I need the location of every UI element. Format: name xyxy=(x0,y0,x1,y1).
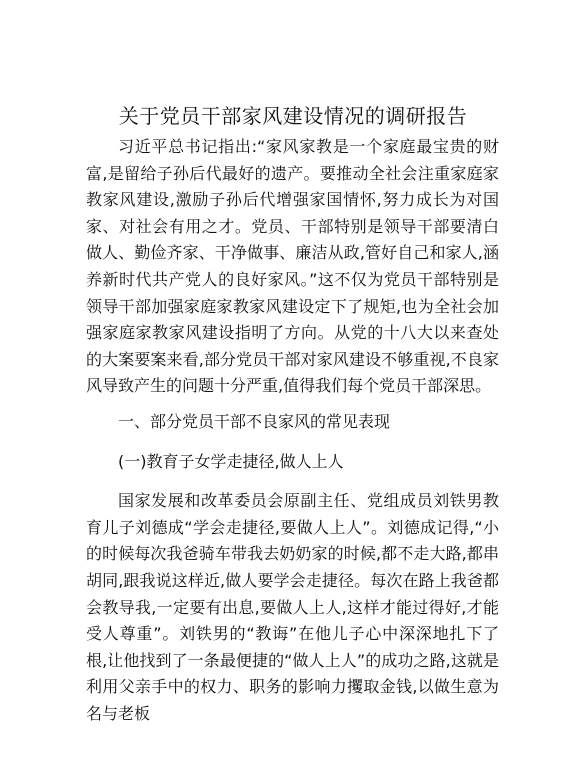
spacer xyxy=(86,436,499,449)
paragraph-example: 国家发展和改革委员会原副主任、党组成员刘铁男教育儿子刘德成“学会走捷径,要做人上人”。刘德成记得,“小的时候每次我爸骑车带我去奶奶家的时候,都不走大路,都串胡同,跟我说这样近,做人要学会走捷径。每次在路上我爸都会教导我,一定要有出息,要做人上人,这样才能过得好,才能受人尊重”。刘铁男的“教诲”在他儿子心中深深地扎下了根,让他找到了一条最便捷的“做人上人”的成功之路,这就是利用父亲手中的权力、职务的影响力攫取金钱,以做生意为名与老板 xyxy=(86,491,499,723)
section-heading: 一、部分党员干部不良家风的常见表现 xyxy=(118,411,391,431)
spacer xyxy=(86,475,499,488)
paragraph-intro: 习近平总书记指出:“家风家教是一个家庭最宝贵的财富,是留给子孙后代最好的遗产。要推动全社会注重家庭家教家风建设,激励子孙后代增强家国情怀,努力成长为对国家、对社会有用之才。党员、干部特别是领导干部要清白做人、勤俭齐家、干净做事、廉洁从政,管好自己和家人,涵养新时代共产党人的良好家风。”这不仅为党员干部特别是领导干部加强家庭家教家风建设定下了规矩,也为全社会加强家庭家教家风建设指明了方向。从党的十八大以来查处的大案要案来看,部分党员干部对家风建设不够重视,不良家风导致产生的问题十分严重,值得我们每个党员干部深思。 xyxy=(86,137,499,396)
document-body xyxy=(86,134,499,727)
subsection-heading: (一)教育子女学走捷径,做人上人 xyxy=(118,451,344,471)
spacer xyxy=(86,400,499,409)
document-title: 关于党员干部家风建设情况的调研报告 xyxy=(118,104,468,128)
